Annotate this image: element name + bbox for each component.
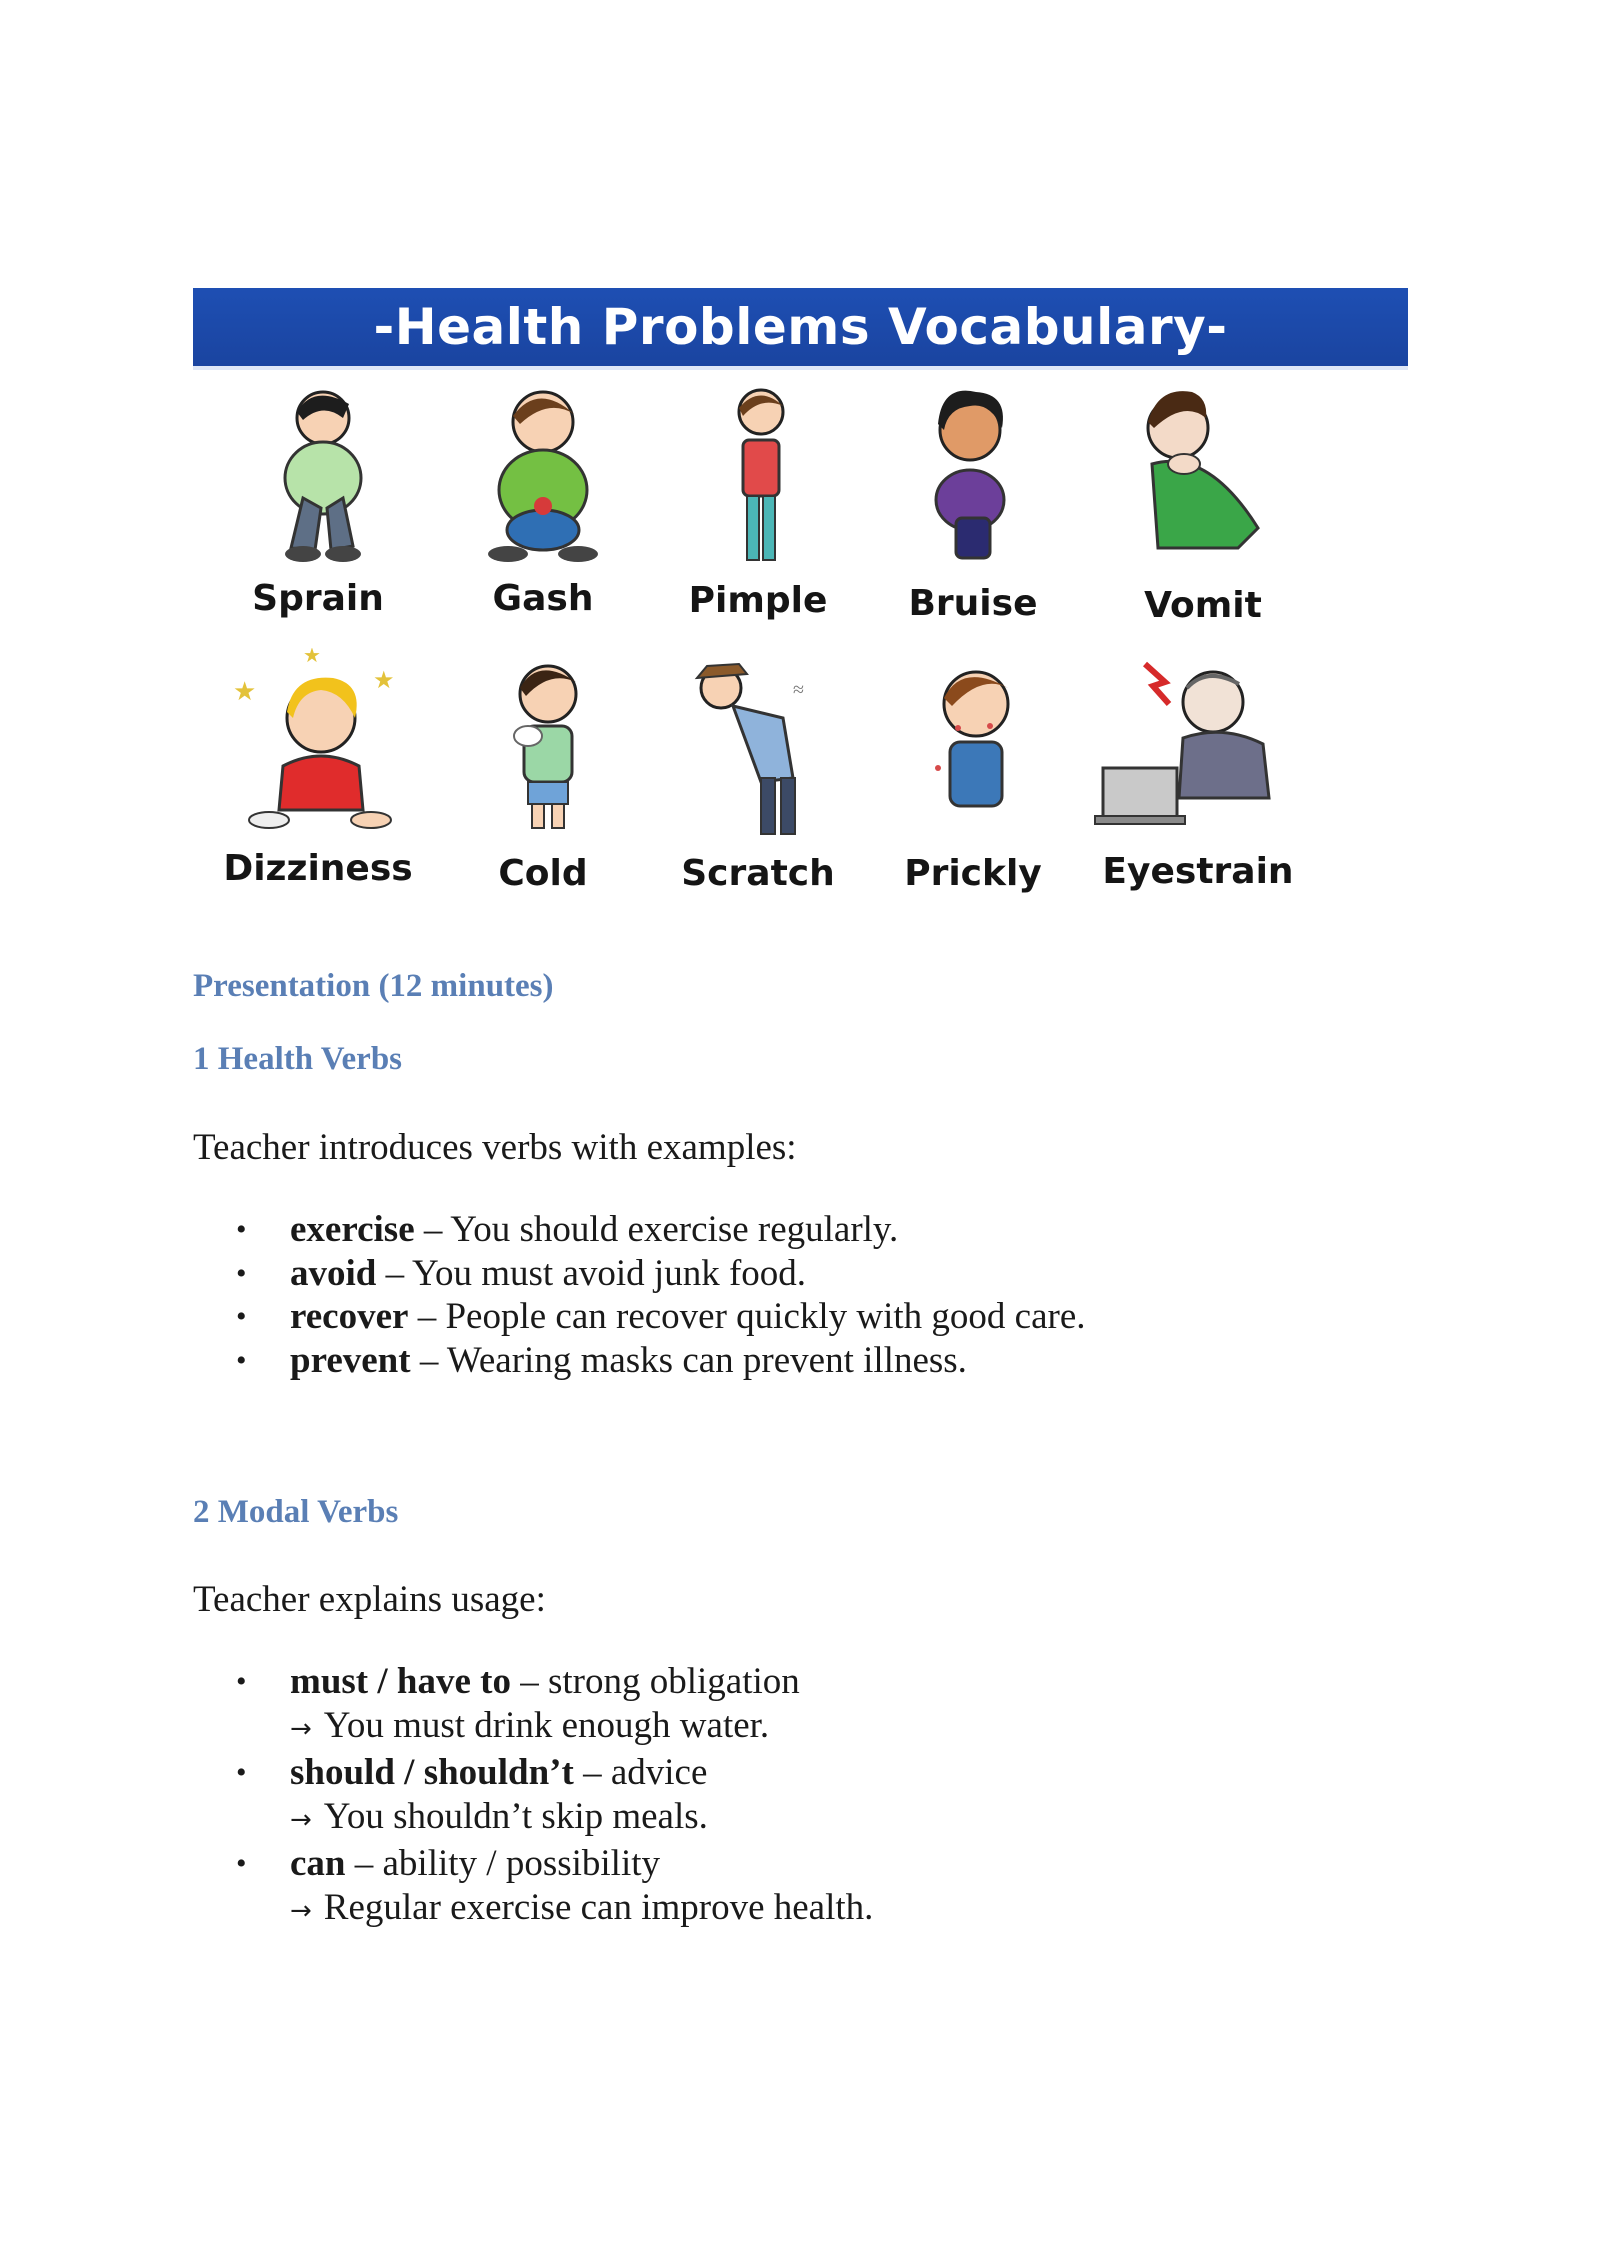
pimple-illustration (643, 378, 873, 578)
gash-illustration (428, 378, 658, 578)
list-item (193, 1252, 1393, 1296)
modal-term: should / shouldn’t (290, 1752, 574, 1793)
sprain-illustration (203, 378, 433, 578)
vocab-label: Sprain (252, 578, 384, 619)
vocab-item-prickly (858, 648, 1088, 923)
vocab-item-scratch (643, 648, 873, 923)
vocab-label: Bruise (908, 583, 1038, 624)
star-icon: ★ (303, 648, 321, 667)
scratch-illustration (643, 648, 873, 848)
poster-title: -Health Problems Vocabulary- (373, 298, 1228, 356)
vocabulary-poster (193, 288, 1408, 928)
vomit-illustration (1088, 378, 1318, 578)
bruise-illustration (858, 378, 1088, 578)
prickly-illustration (858, 648, 1088, 848)
bullet-icon: • (236, 1665, 247, 1698)
dizziness-illustration (203, 648, 433, 848)
itch-lines-icon: ≈ (793, 679, 804, 701)
section-heading-health-verbs: 1 Health Verbs (193, 1041, 403, 1077)
list-item (193, 1208, 1393, 1252)
vocab-item-pimple (643, 378, 873, 653)
vocab-label: Gash (492, 578, 594, 619)
vocab-item-vomit (1088, 378, 1318, 653)
modal-meaning: – advice (573, 1752, 708, 1793)
vocab-item-bruise (858, 378, 1088, 653)
presentation-heading: Presentation (12 minutes) (193, 968, 554, 1004)
list-item (193, 1842, 1393, 1933)
example-sentence: You must drink enough water. (323, 1704, 770, 1746)
arrow-right-icon: → (290, 1804, 312, 1835)
arrow-right-icon: → (290, 1713, 312, 1744)
bullet-icon: • (236, 1756, 247, 1789)
vocab-label: Scratch (681, 853, 835, 894)
vocab-item-dizziness (203, 648, 433, 923)
modal-example (290, 1704, 1393, 1752)
vocab-label: Cold (498, 853, 588, 894)
vocab-label: Dizziness (223, 848, 413, 889)
verb-term: prevent (290, 1339, 411, 1381)
modal-meaning: – ability / possibility (345, 1843, 661, 1884)
eyestrain-illustration (1083, 648, 1313, 848)
verb-example: – Wearing masks can prevent illness. (410, 1339, 967, 1381)
section1-intro: Teacher introduces verbs with examples: (193, 1127, 797, 1168)
poster-banner (193, 288, 1408, 370)
vocab-label: Eyestrain (1102, 851, 1294, 892)
cold-illustration (428, 648, 658, 848)
verb-term: exercise (290, 1209, 415, 1250)
modal-example (290, 1886, 1393, 1934)
vocab-label: Vomit (1144, 585, 1262, 626)
vocab-label: Prickly (904, 853, 1042, 894)
health-verbs-list (193, 1208, 1393, 1382)
vocab-item-sprain (203, 378, 433, 653)
modal-verbs-list (193, 1660, 1393, 1933)
verb-term: recover (290, 1296, 409, 1337)
bullet-icon: • (236, 1213, 247, 1246)
vocab-item-gash (428, 378, 658, 653)
list-item (193, 1660, 1393, 1751)
vocab-item-cold (428, 648, 658, 923)
list-item (193, 1295, 1393, 1339)
modal-example (290, 1795, 1393, 1843)
modal-term: must / have to (290, 1661, 511, 1702)
modal-term: can (290, 1843, 346, 1884)
example-sentence: You shouldn’t skip meals. (323, 1795, 708, 1837)
vocab-label: Pimple (688, 580, 828, 621)
verb-term: avoid (290, 1252, 377, 1294)
verb-example: – People can recover quickly with good care. (408, 1296, 1086, 1337)
bullet-icon: • (236, 1300, 247, 1333)
arrow-right-icon: → (290, 1895, 312, 1926)
verb-example: – You must avoid junk food. (376, 1252, 807, 1294)
verb-example: – You should exercise regularly. (414, 1209, 899, 1250)
star-icon: ★ (233, 677, 257, 706)
section2-intro: Teacher explains usage: (193, 1579, 546, 1620)
vocab-item-eyestrain (1083, 648, 1313, 923)
modal-meaning: – strong obligation (510, 1661, 800, 1702)
star-icon: ★ (373, 668, 395, 694)
section-heading-modal-verbs: 2 Modal Verbs (193, 1494, 399, 1530)
bullet-icon: • (236, 1343, 247, 1377)
bullet-icon: • (236, 1256, 247, 1290)
list-item (193, 1751, 1393, 1842)
list-item (193, 1339, 1393, 1383)
example-sentence: Regular exercise can improve health. (323, 1886, 874, 1928)
bullet-icon: • (236, 1847, 247, 1880)
